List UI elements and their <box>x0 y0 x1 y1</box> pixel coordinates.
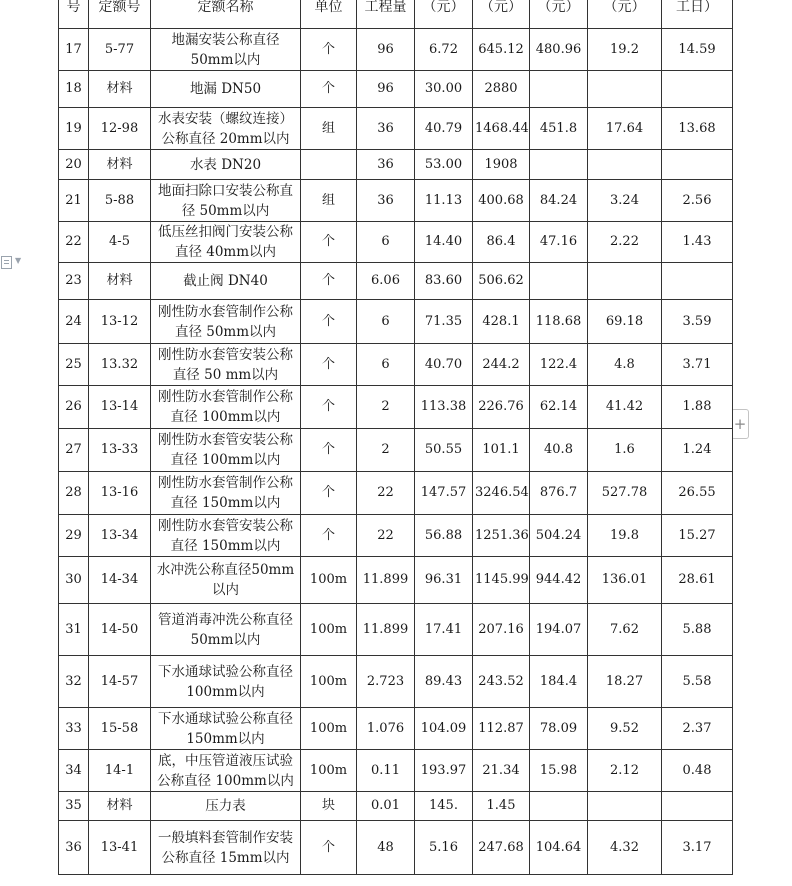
cell-workday: 26.55 <box>662 472 733 515</box>
table-row <box>59 429 733 472</box>
cell-labor: 15.98 <box>530 750 588 792</box>
cell-workday: 15.27 <box>662 515 733 557</box>
cell-name: 一般填料套管制作安装公称直径 15mm以内 <box>151 821 301 875</box>
cell-qty: 6 <box>357 222 415 263</box>
cell-machine: 4.8 <box>588 344 662 386</box>
cell-code: 15-58 <box>89 708 151 750</box>
cell-machine: 19.2 <box>588 29 662 71</box>
header-total: （元） <box>473 0 530 29</box>
header-qty: 工程量 <box>357 0 415 29</box>
cell-unit: 100m <box>301 708 357 750</box>
cell-qty: 0.01 <box>357 792 415 821</box>
cell-labor <box>530 150 588 180</box>
cell-name: 下水通球试验公称直径 150mm以内 <box>151 708 301 750</box>
cell-price: 50.55 <box>415 429 473 472</box>
cell-name: 水表 DN20 <box>151 150 301 180</box>
cell-machine: 527.78 <box>588 472 662 515</box>
cell-name: 管道消毒冲洗公称直径 50mm以内 <box>151 604 301 656</box>
cell-workday: 14.59 <box>662 29 733 71</box>
table-row <box>59 656 733 708</box>
cell-total: 1.45 <box>473 792 530 821</box>
cell-qty: 11.899 <box>357 604 415 656</box>
table-row <box>59 821 733 875</box>
cell-code: 材料 <box>89 792 151 821</box>
cell-no: 34 <box>59 750 89 792</box>
cell-machine: 3.24 <box>588 180 662 222</box>
document-icon <box>1 256 12 269</box>
table-row <box>59 150 733 180</box>
cell-code: 13.32 <box>89 344 151 386</box>
cell-price: 104.09 <box>415 708 473 750</box>
cell-machine: 41.42 <box>588 386 662 429</box>
cell-labor: 78.09 <box>530 708 588 750</box>
table-row <box>59 750 733 792</box>
cell-name: 地漏安装公称直径50mm以内 <box>151 29 301 71</box>
cell-workday: 28.61 <box>662 557 733 604</box>
cell-name: 刚性防水套管制作公称直径 150mm以内 <box>151 472 301 515</box>
cell-code: 14-57 <box>89 656 151 708</box>
cell-qty: 22 <box>357 472 415 515</box>
table-row <box>59 708 733 750</box>
cell-code: 13-34 <box>89 515 151 557</box>
cell-price: 40.79 <box>415 108 473 150</box>
table-row <box>59 344 733 386</box>
cell-machine: 2.22 <box>588 222 662 263</box>
cell-machine <box>588 792 662 821</box>
cell-no: 20 <box>59 150 89 180</box>
table-row <box>59 180 733 222</box>
cell-total: 1468.44 <box>473 108 530 150</box>
cell-code: 13-16 <box>89 472 151 515</box>
table-row <box>59 71 733 108</box>
header-row <box>59 0 733 29</box>
cell-workday <box>662 150 733 180</box>
cell-machine: 4.32 <box>588 821 662 875</box>
cell-unit: 个 <box>301 821 357 875</box>
cell-no: 30 <box>59 557 89 604</box>
cell-unit: 个 <box>301 429 357 472</box>
cell-no: 35 <box>59 792 89 821</box>
cell-qty: 36 <box>357 180 415 222</box>
cell-code: 13-33 <box>89 429 151 472</box>
cell-price: 40.70 <box>415 344 473 386</box>
cell-code: 13-14 <box>89 386 151 429</box>
table-row <box>59 604 733 656</box>
cell-price: 145. <box>415 792 473 821</box>
document-menu-icon[interactable] <box>0 254 22 270</box>
cell-code: 14-34 <box>89 557 151 604</box>
cell-price: 6.72 <box>415 29 473 71</box>
cell-no: 29 <box>59 515 89 557</box>
cell-labor: 480.96 <box>530 29 588 71</box>
cell-qty: 6 <box>357 300 415 344</box>
cell-price: 71.35 <box>415 300 473 344</box>
cell-total: 506.62 <box>473 263 530 300</box>
cell-labor <box>530 71 588 108</box>
cell-labor: 944.42 <box>530 557 588 604</box>
add-button[interactable] <box>731 409 749 439</box>
cell-labor: 118.68 <box>530 300 588 344</box>
cell-labor: 40.8 <box>530 429 588 472</box>
cell-labor: 184.4 <box>530 656 588 708</box>
cell-unit: 个 <box>301 386 357 429</box>
cell-name: 地面扫除口安装公称直径 50mm以内 <box>151 180 301 222</box>
cell-unit: 100m <box>301 604 357 656</box>
cell-name: 截止阀 DN40 <box>151 263 301 300</box>
cell-total: 247.68 <box>473 821 530 875</box>
cell-no: 28 <box>59 472 89 515</box>
cell-price: 11.13 <box>415 180 473 222</box>
cell-unit: 个 <box>301 71 357 108</box>
cell-no: 22 <box>59 222 89 263</box>
cell-no: 25 <box>59 344 89 386</box>
cell-code: 13-12 <box>89 300 151 344</box>
cell-qty: 36 <box>357 108 415 150</box>
cell-workday: 1.24 <box>662 429 733 472</box>
cell-unit: 个 <box>301 29 357 71</box>
cell-price: 113.38 <box>415 386 473 429</box>
cell-workday: 3.59 <box>662 300 733 344</box>
cell-qty: 6.06 <box>357 263 415 300</box>
cell-qty: 22 <box>357 515 415 557</box>
chevron-down-icon: ▼ <box>15 256 22 265</box>
cell-unit: 组 <box>301 108 357 150</box>
cell-workday: 1.43 <box>662 222 733 263</box>
cell-qty: 2 <box>357 386 415 429</box>
cell-labor <box>530 792 588 821</box>
cell-workday: 0.48 <box>662 750 733 792</box>
cell-price: 83.60 <box>415 263 473 300</box>
cell-unit: 个 <box>301 472 357 515</box>
cell-price: 96.31 <box>415 557 473 604</box>
cell-no: 31 <box>59 604 89 656</box>
cell-no: 36 <box>59 821 89 875</box>
table-row <box>59 557 733 604</box>
table-row <box>59 386 733 429</box>
cell-code: 材料 <box>89 71 151 108</box>
cell-unit: 个 <box>301 300 357 344</box>
cell-total: 1145.99 <box>473 557 530 604</box>
cell-total: 1908 <box>473 150 530 180</box>
cell-labor: 104.64 <box>530 821 588 875</box>
cell-machine: 69.18 <box>588 300 662 344</box>
header-unit: 单位 <box>301 0 357 29</box>
cell-total: 244.2 <box>473 344 530 386</box>
table-row <box>59 222 733 263</box>
cell-machine <box>588 263 662 300</box>
cell-price: 30.00 <box>415 71 473 108</box>
cell-no: 18 <box>59 71 89 108</box>
cell-unit: 个 <box>301 515 357 557</box>
cell-labor: 62.14 <box>530 386 588 429</box>
cell-machine: 1.6 <box>588 429 662 472</box>
cell-name: 底，中压管道液压试验公称直径 100mm以内 <box>151 750 301 792</box>
cell-name: 刚性防水套管安装公称直径 150mm以内 <box>151 515 301 557</box>
cell-name: 水表安装（螺纹连接）公称直径 20mm以内 <box>151 108 301 150</box>
cell-unit: 块 <box>301 792 357 821</box>
cell-workday: 1.88 <box>662 386 733 429</box>
cell-code: 13-41 <box>89 821 151 875</box>
cell-name: 地漏 DN50 <box>151 71 301 108</box>
cell-no: 17 <box>59 29 89 71</box>
cell-price: 56.88 <box>415 515 473 557</box>
cell-price: 5.16 <box>415 821 473 875</box>
cell-qty: 96 <box>357 29 415 71</box>
cell-workday <box>662 71 733 108</box>
cell-total: 2880 <box>473 71 530 108</box>
cell-workday: 5.88 <box>662 604 733 656</box>
header-machine: （元） <box>588 0 662 29</box>
cell-total: 86.4 <box>473 222 530 263</box>
cell-name: 刚性防水套管安装公称直径 50 mm以内 <box>151 344 301 386</box>
cell-machine: 9.52 <box>588 708 662 750</box>
cell-no: 32 <box>59 656 89 708</box>
quota-table <box>58 0 733 875</box>
cell-total: 101.1 <box>473 429 530 472</box>
cell-price: 193.97 <box>415 750 473 792</box>
cell-labor: 47.16 <box>530 222 588 263</box>
cell-code: 材料 <box>89 263 151 300</box>
cell-price: 89.43 <box>415 656 473 708</box>
cell-total: 1251.36 <box>473 515 530 557</box>
cell-name: 刚性防水套管制作公称直径 100mm以内 <box>151 386 301 429</box>
cell-no: 26 <box>59 386 89 429</box>
cell-workday: 5.58 <box>662 656 733 708</box>
table-row <box>59 263 733 300</box>
header-workday: 工日） <box>662 0 733 29</box>
cell-total: 400.68 <box>473 180 530 222</box>
cell-machine: 136.01 <box>588 557 662 604</box>
cell-labor: 122.4 <box>530 344 588 386</box>
cell-labor: 194.07 <box>530 604 588 656</box>
cell-unit: 100m <box>301 656 357 708</box>
cell-name: 压力表 <box>151 792 301 821</box>
header-no: 号 <box>59 0 89 29</box>
cell-machine <box>588 71 662 108</box>
table-row <box>59 515 733 557</box>
table-row <box>59 472 733 515</box>
cell-code: 14-50 <box>89 604 151 656</box>
cell-name: 刚性防水套管安装公称直径 100mm以内 <box>151 429 301 472</box>
cell-code: 4-5 <box>89 222 151 263</box>
cell-machine: 7.62 <box>588 604 662 656</box>
cell-unit <box>301 150 357 180</box>
cell-qty: 1.076 <box>357 708 415 750</box>
cell-code: 材料 <box>89 150 151 180</box>
cell-no: 21 <box>59 180 89 222</box>
cell-no: 33 <box>59 708 89 750</box>
table-row <box>59 108 733 150</box>
cell-workday <box>662 263 733 300</box>
cell-total: 645.12 <box>473 29 530 71</box>
cell-workday: 2.37 <box>662 708 733 750</box>
cell-labor <box>530 263 588 300</box>
header-code: 定额号 <box>89 0 151 29</box>
cell-workday: 2.56 <box>662 180 733 222</box>
cell-price: 147.57 <box>415 472 473 515</box>
document-page <box>58 0 732 886</box>
cell-total: 207.16 <box>473 604 530 656</box>
cell-labor: 876.7 <box>530 472 588 515</box>
cell-qty: 36 <box>357 150 415 180</box>
cell-unit: 100m <box>301 750 357 792</box>
cell-labor: 84.24 <box>530 180 588 222</box>
cell-qty: 0.11 <box>357 750 415 792</box>
cell-unit: 个 <box>301 222 357 263</box>
cell-no: 19 <box>59 108 89 150</box>
cell-labor: 504.24 <box>530 515 588 557</box>
cell-machine: 2.12 <box>588 750 662 792</box>
cell-machine: 18.27 <box>588 656 662 708</box>
cell-name: 刚性防水套管制作公称直径 50mm以内 <box>151 300 301 344</box>
cell-qty: 11.899 <box>357 557 415 604</box>
cell-qty: 6 <box>357 344 415 386</box>
cell-code: 12-98 <box>89 108 151 150</box>
cell-qty: 48 <box>357 821 415 875</box>
cell-qty: 2.723 <box>357 656 415 708</box>
cell-code: 14-1 <box>89 750 151 792</box>
cell-no: 23 <box>59 263 89 300</box>
cell-machine <box>588 150 662 180</box>
cell-total: 3246.54 <box>473 472 530 515</box>
cell-workday: 13.68 <box>662 108 733 150</box>
cell-price: 53.00 <box>415 150 473 180</box>
cell-price: 14.40 <box>415 222 473 263</box>
cell-name: 水冲洗公称直径50mm以内 <box>151 557 301 604</box>
cell-unit: 组 <box>301 180 357 222</box>
cell-workday: 3.71 <box>662 344 733 386</box>
cell-machine: 19.8 <box>588 515 662 557</box>
table-row <box>59 792 733 821</box>
header-name: 定额名称 <box>151 0 301 29</box>
cell-workday: 3.17 <box>662 821 733 875</box>
cell-machine: 17.64 <box>588 108 662 150</box>
cell-price: 17.41 <box>415 604 473 656</box>
cell-qty: 96 <box>357 71 415 108</box>
cell-total: 21.34 <box>473 750 530 792</box>
table-row <box>59 300 733 344</box>
header-unit-price: （元） <box>415 0 473 29</box>
cell-name: 下水通球试验公称直径 100mm以内 <box>151 656 301 708</box>
cell-qty: 2 <box>357 429 415 472</box>
table-row <box>59 29 733 71</box>
cell-unit: 个 <box>301 263 357 300</box>
plus-icon: + <box>733 415 747 433</box>
cell-total: 226.76 <box>473 386 530 429</box>
cell-no: 27 <box>59 429 89 472</box>
cell-unit: 个 <box>301 344 357 386</box>
header-labor: （元） <box>530 0 588 29</box>
cell-name: 低压丝扣阀门安装公称直径 40mm以内 <box>151 222 301 263</box>
cell-code: 5-88 <box>89 180 151 222</box>
cell-labor: 451.8 <box>530 108 588 150</box>
cell-total: 243.52 <box>473 656 530 708</box>
cell-unit: 100m <box>301 557 357 604</box>
cell-no: 24 <box>59 300 89 344</box>
cell-code: 5-77 <box>89 29 151 71</box>
cell-total: 112.87 <box>473 708 530 750</box>
cell-workday <box>662 792 733 821</box>
cell-total: 428.1 <box>473 300 530 344</box>
